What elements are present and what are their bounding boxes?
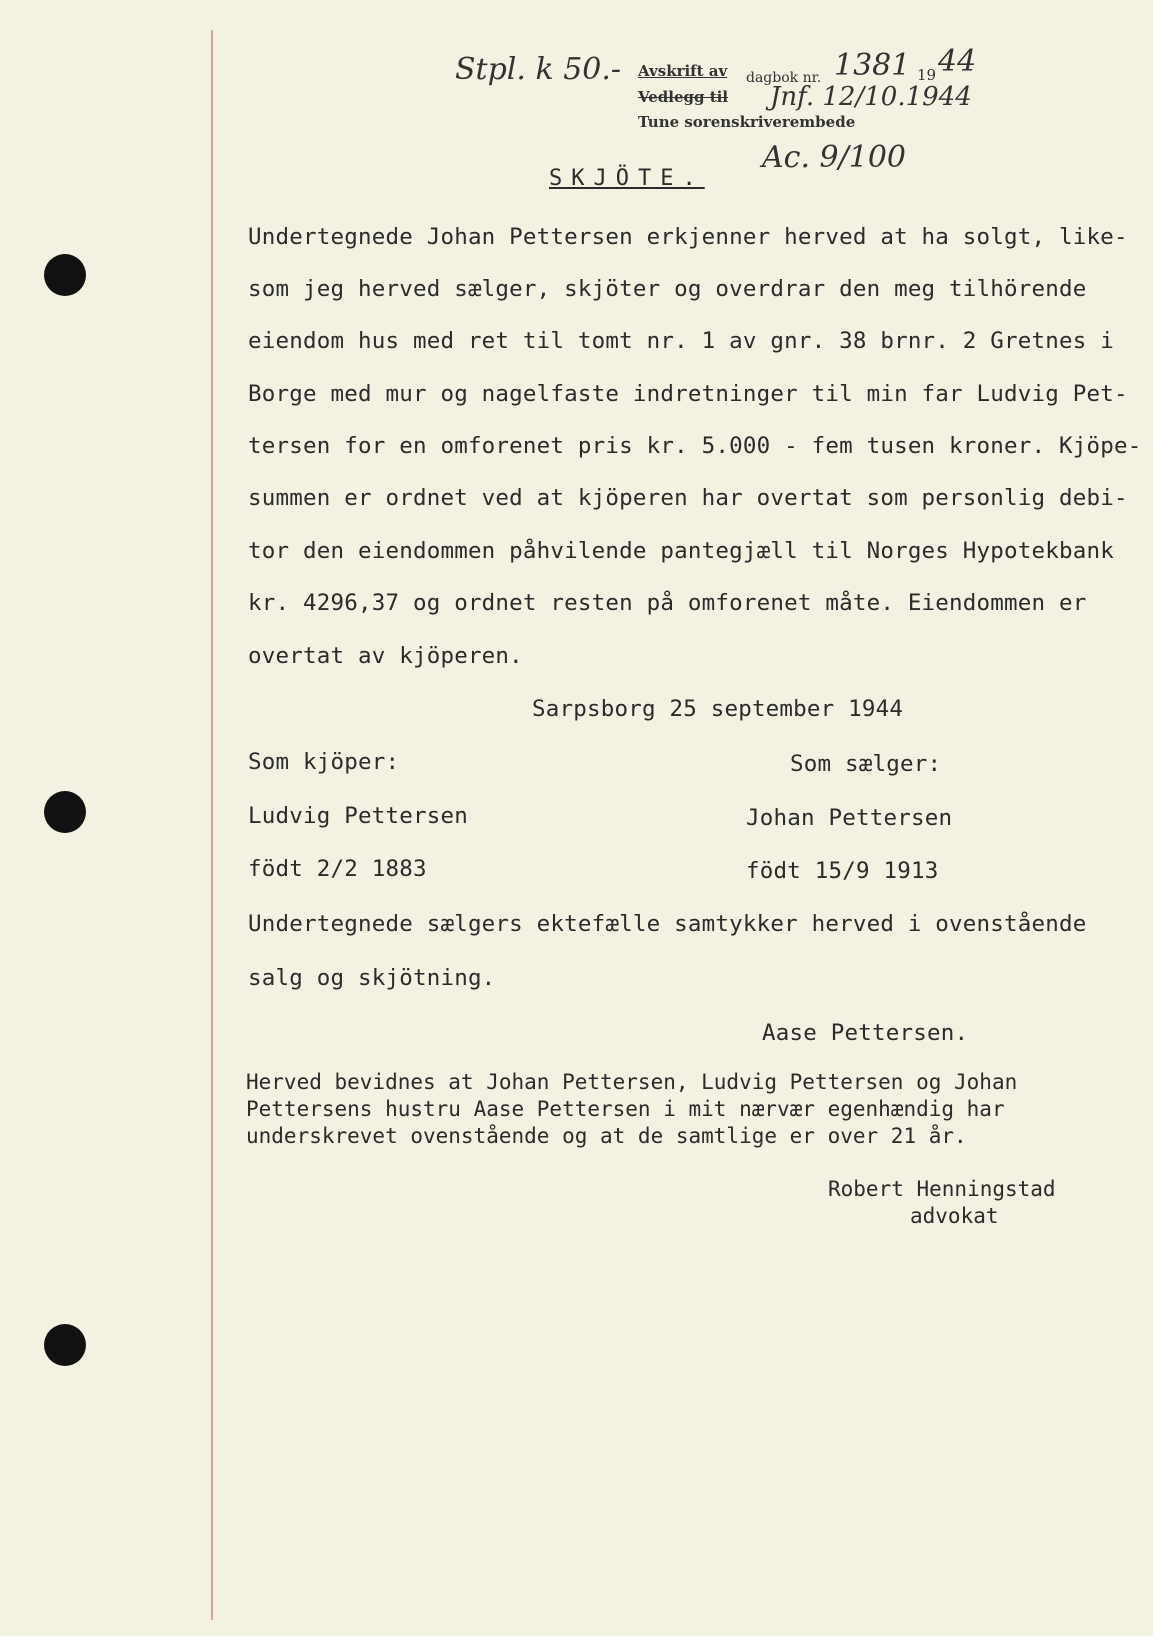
consent-line: salg og skjötning. [248,965,496,991]
attestation-line: underskrevet ovenstående og at de samtlige er over 21 år. [246,1124,967,1148]
punch-hole [44,254,86,296]
seller-name: Johan Pettersen [746,805,953,831]
buyer-name: Ludvig Pettersen [248,803,468,829]
dagbok-number: 1381 [834,48,911,83]
handwritten-code: Ac. 9/100 [762,140,906,175]
attestation-line: Herved bevidnes at Johan Pettersen, Ludvig Pettersen og Johan [246,1070,1018,1094]
buyer-role: Som kjöper: [248,749,400,775]
seller-role: Som sælger: [790,751,942,777]
stamp-line-vedlegg: Vedlegg til [638,88,729,106]
attestor-name: Robert Henningstad [828,1177,1056,1201]
margin-rule [211,30,213,1620]
stamp-dagbok-label: dagbok nr. [746,70,822,86]
punch-hole [44,791,86,833]
body-line: eiendom hus med ret til tomt nr. 1 av gnr. 38 brnr. 2 Gretnes i [248,328,1115,354]
body-line: som jeg herved sælger, skjöter og overdrar den meg tilhörende [248,276,1087,302]
handwritten-date: Jnf. 12/10.1944 [770,82,972,112]
body-line: tersen for en omforenet pris kr. 5.000 - fem tusen kroner. Kjöpe- [248,433,1142,459]
body-line: overtat av kjöperen. [248,643,523,669]
body-line: kr. 4296,37 og ordnet resten på omforenet måte. Eiendommen er [248,590,1087,616]
document-title: SKJÖTE. [549,166,705,191]
buyer-born: födt 2/2 1883 [248,856,427,882]
attestor-title: advokat [910,1204,999,1228]
body-line: tor den eiendommen påhvilende pantegjæll til Norges Hypotekbank [248,538,1115,564]
place-date: Sarpsborg 25 september 1944 [532,696,904,722]
stamp-office: Tune sorenskriverembede [638,113,856,131]
year-suffix: 44 [938,44,977,79]
consent-line: Undertegnede sælgers ektefælle samtykker herved i ovenstående [248,911,1087,937]
seller-born: födt 15/9 1913 [746,858,939,884]
body-line: Borge med mur og nagelfaste indretninger til min far Ludvig Pet- [248,381,1128,407]
body-line: summen er ordnet ved at kjöperen har overtat som personlig debi- [248,485,1128,511]
stamp-fee-handwritten: Stpl. k 50.- [455,52,622,87]
body-line: Undertegnede Johan Pettersen erkjenner herved at ha solgt, like- [248,224,1128,250]
stamp-line-avskrift: Avskrift av [638,62,728,80]
attestation-line: Pettersens hustru Aase Pettersen i mit nærvær egenhændig har [246,1097,1005,1121]
year-prefix: 19 [917,66,937,84]
spouse-signature: Aase Pettersen. [762,1020,969,1046]
punch-hole [44,1324,86,1366]
